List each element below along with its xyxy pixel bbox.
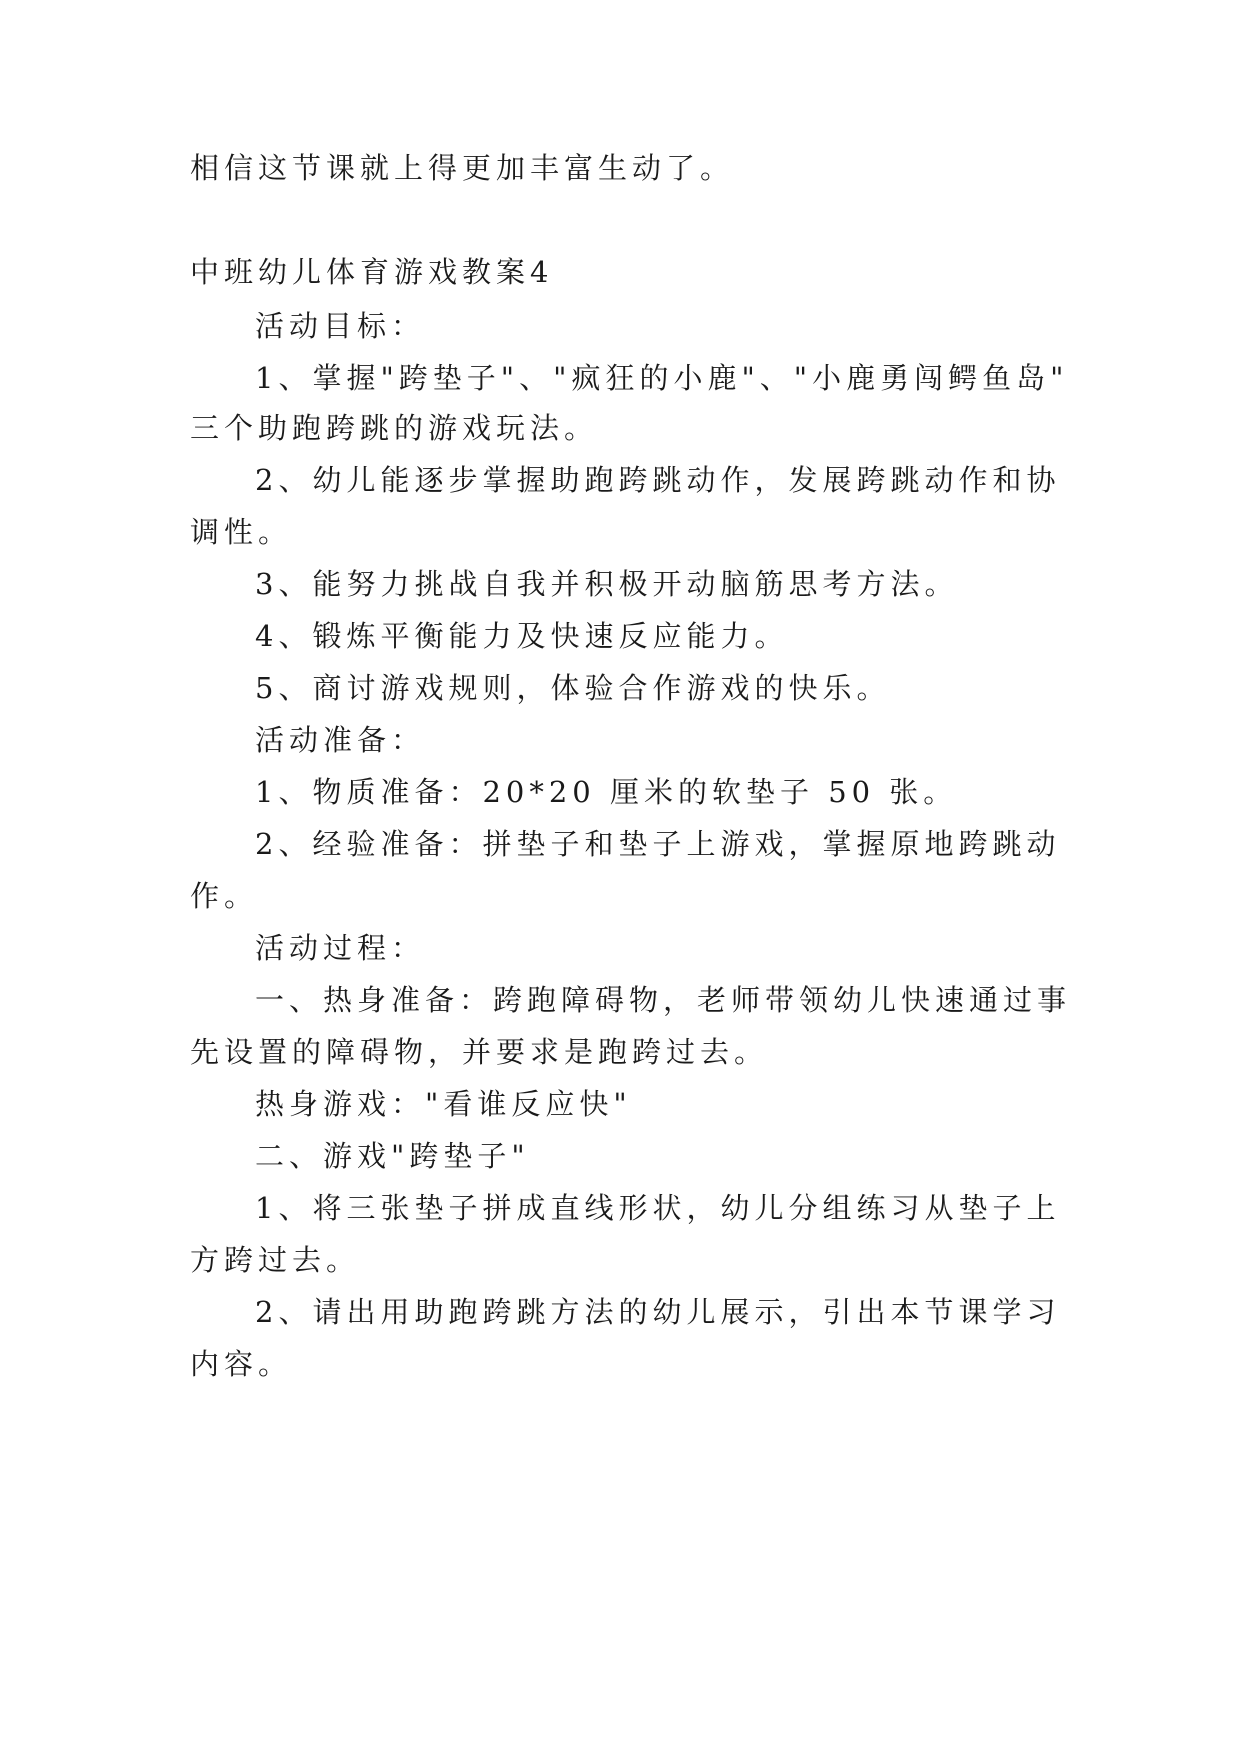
- process-heading: 活动过程：: [255, 931, 426, 965]
- section-title: 中班幼儿体育游戏教案4: [190, 255, 554, 289]
- step-2-item-1-line-1: 1、将三张垫子拼成直线形状，幼儿分组练习从垫子上: [255, 1191, 1061, 1225]
- step-2-item-2-line-1: 2、请出用助跑跨跳方法的幼儿展示，引出本节课学习: [255, 1295, 1061, 1329]
- warmup-game: 热身游戏："看谁反应快": [255, 1087, 632, 1121]
- prep-heading: 活动准备：: [255, 723, 426, 757]
- step-2-item-2-line-2: 内容。: [190, 1347, 293, 1381]
- goal-1-line-2: 三个助跑跨跳的游戏玩法。: [190, 411, 599, 445]
- goal-3: 3、能努力挑战自我并积极开动脑筋思考方法。: [255, 567, 959, 601]
- step-1-line-1: 一、热身准备：跨跑障碍物，老师带领幼儿快速通过事: [255, 983, 1072, 1017]
- step-2-heading: 二、游戏"跨垫子": [255, 1139, 530, 1173]
- goal-5: 5、商讨游戏规则，体验合作游戏的快乐。: [255, 671, 891, 705]
- step-2-item-1-line-2: 方跨过去。: [190, 1243, 361, 1277]
- prep-2-line-2: 作。: [190, 879, 259, 913]
- goals-heading: 活动目标：: [255, 309, 426, 343]
- goal-2-line-2: 调性。: [190, 515, 293, 549]
- previous-section-ending: 相信这节课就上得更加丰富生动了。: [190, 151, 735, 185]
- goal-1-line-1: 1、掌握"跨垫子"、"疯狂的小鹿"、"小鹿勇闯鳄鱼岛": [255, 361, 1069, 395]
- prep-1: 1、物质准备：20*20 厘米的软垫子 50 张。: [255, 775, 958, 809]
- step-1-line-2: 先设置的障碍物，并要求是跑跨过去。: [190, 1035, 769, 1069]
- goal-2-line-1: 2、幼儿能逐步掌握助跑跨跳动作，发展跨跳动作和协: [255, 463, 1061, 497]
- prep-2-line-1: 2、经验准备：拼垫子和垫子上游戏，掌握原地跨跳动: [255, 827, 1061, 861]
- goal-4: 4、锻炼平衡能力及快速反应能力。: [255, 619, 789, 653]
